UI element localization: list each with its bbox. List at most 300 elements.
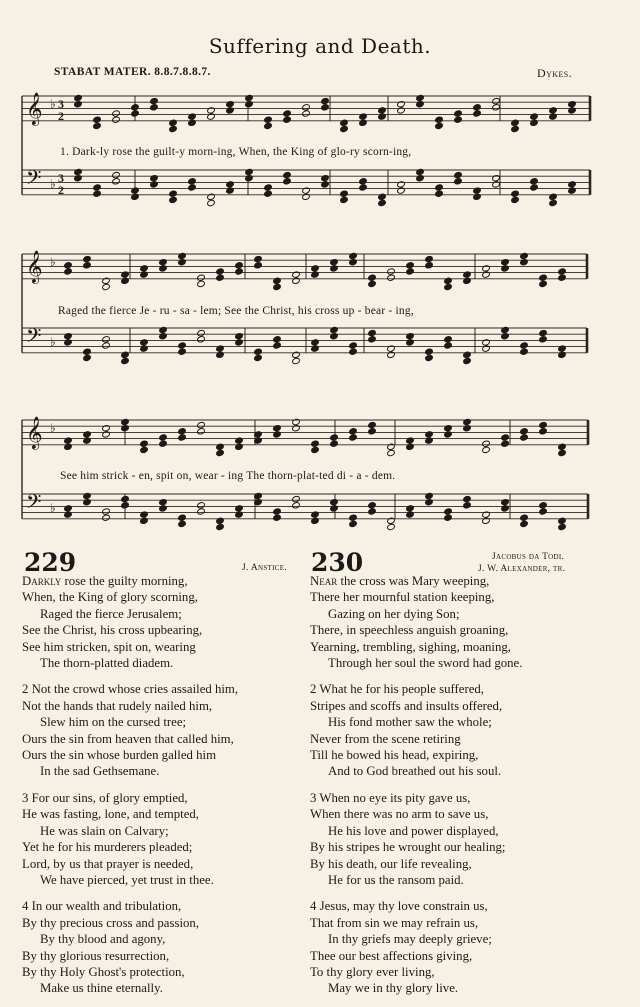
verse-text: By thy glorious resurrection, [22, 948, 170, 963]
note-head [387, 449, 396, 456]
verse-line [310, 898, 595, 914]
note-head [463, 277, 472, 284]
note-head [501, 505, 510, 512]
note-head [378, 107, 387, 114]
note-head [349, 520, 358, 527]
note-head [454, 110, 463, 117]
note-head [330, 440, 339, 447]
note-head [74, 94, 83, 101]
verse-text: And to God breathed out his soul. [328, 764, 502, 779]
note-head [254, 255, 263, 262]
note-head [273, 342, 282, 349]
stanza [310, 573, 595, 671]
note-head [188, 178, 197, 185]
note-head [473, 104, 482, 111]
verse-text: In thy griefs may deeply grieve; [328, 932, 492, 947]
verse-line [22, 898, 307, 914]
verse-text: He for us the ransom paid. [328, 872, 464, 887]
verse-text: Yearning, trembling, sighing, moaning, [310, 639, 511, 654]
verse-line [22, 606, 307, 622]
note-head [406, 511, 415, 518]
verse-text: Not the hands that rudely nailed him, [22, 698, 213, 713]
note-head [463, 271, 472, 278]
verse-text: He was slain on Calvary; [40, 823, 169, 838]
note-head [188, 113, 197, 120]
note-head [558, 268, 567, 275]
stanza [22, 681, 307, 779]
verse-text: He his love and power displayed, [328, 823, 499, 838]
note-head [131, 193, 140, 200]
note-head [83, 499, 92, 506]
verse-line [22, 655, 307, 671]
hymn-229-text [22, 573, 307, 1007]
note-head [330, 333, 339, 340]
verse-line [310, 747, 595, 763]
note-head [273, 431, 282, 438]
verse-line [310, 622, 595, 638]
note-head [245, 94, 254, 101]
note-head [112, 171, 121, 178]
note-head [283, 110, 292, 117]
note-head [131, 187, 140, 194]
note-head [435, 184, 444, 191]
verse-text: By thy Holy Ghost's protection, [22, 964, 185, 979]
note-head [121, 351, 130, 358]
note-head [188, 119, 197, 126]
note-head [425, 354, 434, 361]
verse-line [22, 964, 307, 980]
verse-line [310, 573, 595, 589]
verse-line [310, 856, 595, 872]
verse-text: 4 Jesus, may thy love constrain us, [310, 899, 488, 914]
note-head [558, 523, 567, 530]
verse-text: Raged the fierce Jerusalem; [40, 606, 182, 621]
note-head [245, 168, 254, 175]
treble-clef-icon: 𝄞 [26, 92, 43, 125]
note-head [216, 351, 225, 358]
music-lyric-line-1: 1. Dark-ly rose the guilt-y morn-ing, When, the King of glo-ry scorn-ing, [60, 146, 412, 158]
note-head [226, 181, 235, 188]
note-head [387, 443, 396, 450]
hymn-230-author: Jacobus da Todi. [492, 552, 565, 562]
note-head [444, 431, 453, 438]
note-head [387, 274, 396, 281]
note-head [463, 495, 472, 502]
note-head [511, 119, 520, 126]
note-head [444, 508, 453, 515]
note-head [330, 499, 339, 506]
note-head [292, 271, 301, 278]
note-head [169, 190, 178, 197]
note-head [216, 443, 225, 450]
note-head [397, 181, 406, 188]
note-head [539, 421, 548, 428]
note-head [178, 259, 187, 266]
note-head [159, 333, 168, 340]
note-head [425, 348, 434, 355]
note-head [558, 274, 567, 281]
note-head [83, 262, 92, 269]
verse-text: Lord, by us that prayer is needed, [22, 856, 194, 871]
note-head [368, 428, 377, 435]
note-head [473, 187, 482, 194]
note-head [454, 178, 463, 185]
note-head [359, 178, 368, 185]
flat-icon: ♭ [50, 97, 56, 111]
note-head [340, 125, 349, 132]
note-head [254, 262, 263, 269]
verse-line [22, 639, 307, 655]
note-head [264, 190, 273, 197]
note-head [501, 434, 510, 441]
note-head [216, 274, 225, 281]
note-head [216, 517, 225, 524]
note-head [501, 499, 510, 506]
note-head [150, 175, 159, 182]
note-head [387, 268, 396, 275]
note-head [482, 271, 491, 278]
time-signature-top: 3 [58, 97, 64, 111]
verse-text: By thy precious cross and passion, [22, 915, 200, 930]
stanza [310, 790, 595, 888]
note-head [178, 348, 187, 355]
note-head [368, 421, 377, 428]
note-head [169, 125, 178, 132]
note-head [425, 255, 434, 262]
note-head [397, 187, 406, 194]
time-signature-bottom: 2 [58, 109, 64, 123]
note-head [292, 425, 301, 432]
note-head [83, 348, 92, 355]
note-head [330, 265, 339, 272]
verse-line [22, 681, 307, 697]
note-head [444, 277, 453, 284]
note-head [140, 265, 149, 272]
note-head [520, 514, 529, 521]
note-head [64, 511, 73, 518]
note-head [520, 348, 529, 355]
note-head [64, 437, 73, 444]
note-head [302, 110, 311, 117]
note-head [311, 345, 320, 352]
note-head [188, 184, 197, 191]
note-head [463, 502, 472, 509]
note-head [511, 125, 520, 132]
note-head [378, 199, 387, 206]
note-head [368, 280, 377, 287]
note-head [539, 329, 548, 336]
verse-text: 4 In our wealth and tribulation, [22, 899, 182, 914]
note-head [492, 181, 501, 188]
note-head [368, 336, 377, 343]
stanza [310, 898, 595, 996]
verse-line [310, 872, 595, 888]
note-head [501, 333, 510, 340]
note-head [520, 252, 529, 259]
note-head [207, 107, 216, 114]
verse-line [310, 763, 595, 779]
page-title: Suffering and Death. [208, 34, 432, 58]
verse-line [310, 964, 595, 980]
verse-line [310, 714, 595, 730]
note-head [444, 514, 453, 521]
verse-text: By thy blood and agony, [40, 932, 166, 947]
note-head [349, 342, 358, 349]
note-head [121, 277, 130, 284]
verse-text: He was fasting, lone, and tempted, [22, 807, 199, 822]
verse-text: May we in thy glory live. [328, 981, 459, 996]
verse-text: Ours the sin from heaven that called him, [22, 731, 234, 746]
note-head [359, 119, 368, 126]
note-head [349, 252, 358, 259]
hymn-number-230: 230 [311, 548, 364, 577]
note-head [311, 339, 320, 346]
note-head [197, 502, 206, 509]
verse-line [310, 655, 595, 671]
time-signature-top: 3 [58, 171, 64, 185]
verse-line [22, 763, 307, 779]
note-head [311, 440, 320, 447]
note-head [558, 443, 567, 450]
note-head [463, 357, 472, 364]
note-head [159, 259, 168, 266]
verse-line [22, 839, 307, 855]
note-head [482, 265, 491, 272]
note-head [539, 280, 548, 287]
note-head [349, 428, 358, 435]
note-head [558, 351, 567, 358]
note-head [482, 511, 491, 518]
note-head [387, 523, 396, 530]
note-head [140, 517, 149, 524]
note-head [150, 97, 159, 104]
note-head [159, 440, 168, 447]
note-head [340, 119, 349, 126]
verse-text: Never from the scene retiring [310, 731, 461, 746]
note-head [501, 326, 510, 333]
verse-text: In the sad Gethsemane. [40, 764, 160, 779]
flat-icon: ♭ [50, 335, 56, 349]
note-head [558, 517, 567, 524]
verse-text: By his death, our life revealing, [310, 856, 472, 871]
note-head [216, 268, 225, 275]
verse-text: To thy glory ever living, [310, 964, 435, 979]
verse-text: 2 What he for his people suffered, [310, 682, 485, 697]
note-head [197, 280, 206, 287]
note-head [482, 339, 491, 346]
note-head [406, 268, 415, 275]
note-head [93, 190, 102, 197]
verse-text: Till he bowed his head, expiring, [310, 748, 479, 763]
verse-text: Thee our best affections giving, [310, 948, 473, 963]
verse-line [22, 823, 307, 839]
note-head [273, 425, 282, 432]
verse-line [22, 948, 307, 964]
note-head [102, 425, 111, 432]
note-head [492, 175, 501, 182]
note-head [330, 434, 339, 441]
note-head [112, 116, 121, 123]
note-head [501, 440, 510, 447]
note-head [292, 502, 301, 509]
note-head [302, 193, 311, 200]
note-head [321, 97, 330, 104]
note-head [549, 107, 558, 114]
note-head [520, 434, 529, 441]
note-head [368, 274, 377, 281]
note-head [64, 268, 73, 275]
note-head [321, 181, 330, 188]
hymn-number-229: 229 [24, 548, 77, 577]
note-head [292, 357, 301, 364]
note-head [359, 113, 368, 120]
note-head [292, 351, 301, 358]
note-head [463, 418, 472, 425]
note-head [416, 168, 425, 175]
verse-text: When, the King of glory scorning, [22, 590, 198, 605]
note-head [159, 499, 168, 506]
note-head [511, 190, 520, 197]
note-head [492, 97, 501, 104]
verse-line [22, 790, 307, 806]
note-head [444, 336, 453, 343]
note-head [74, 168, 83, 175]
note-head [311, 265, 320, 272]
note-head [482, 446, 491, 453]
note-head [121, 357, 130, 364]
note-head [140, 345, 149, 352]
note-head [387, 517, 396, 524]
note-head [102, 277, 111, 284]
note-head [121, 271, 130, 278]
note-head [359, 184, 368, 191]
tune-name: STABAT MATER. 8.8.7.8.8.7. [54, 66, 211, 78]
note-head [226, 187, 235, 194]
verse-text: When there was no arm to save us, [310, 807, 489, 822]
note-head [121, 495, 130, 502]
note-head [482, 345, 491, 352]
note-head [539, 274, 548, 281]
verse-line [22, 714, 307, 730]
note-head [406, 505, 415, 512]
note-head [387, 351, 396, 358]
note-head [207, 199, 216, 206]
note-head [121, 425, 130, 432]
note-head [102, 514, 111, 521]
note-head [273, 508, 282, 515]
note-head [159, 505, 168, 512]
note-head [473, 110, 482, 117]
stanza [22, 898, 307, 996]
note-head [197, 421, 206, 428]
verse-text: 3 For our sins, of glory emptied, [22, 790, 188, 805]
note-head [235, 268, 244, 275]
note-head [549, 199, 558, 206]
bass-clef-icon: 𝄢 [26, 324, 42, 352]
note-head [235, 339, 244, 346]
treble-clef-icon: 𝄞 [26, 250, 43, 283]
verse-text: the cross was Mary weeping, [337, 574, 490, 588]
note-head [330, 259, 339, 266]
hymn-230-text [310, 573, 595, 1007]
verse-text: Gazing on her dying Son; [328, 606, 460, 621]
time-signature-bottom: 2 [58, 183, 64, 197]
note-head [482, 440, 491, 447]
note-head [378, 113, 387, 120]
note-head [140, 339, 149, 346]
note-head [197, 329, 206, 336]
note-head [264, 122, 273, 129]
note-head [64, 339, 73, 346]
note-head [140, 511, 149, 518]
verse-text: Slew him on the cursed tree; [40, 715, 187, 730]
note-head [292, 277, 301, 284]
note-head [102, 283, 111, 290]
note-head [273, 336, 282, 343]
note-head [520, 342, 529, 349]
note-head [463, 425, 472, 432]
verse-line [310, 790, 595, 806]
note-head [349, 348, 358, 355]
note-head [340, 196, 349, 203]
note-head [197, 274, 206, 281]
note-head [558, 449, 567, 456]
note-head [435, 122, 444, 129]
music-lyric-line-2: Raged the fierce Je - ru - sa - lem; See the Christ, his cross up - bear - ing, [58, 305, 414, 317]
note-head [501, 265, 510, 272]
verse-line [22, 698, 307, 714]
verse-text: rose the guilty morning, [61, 574, 188, 588]
note-head [435, 116, 444, 123]
note-head [235, 437, 244, 444]
note-head [254, 492, 263, 499]
note-head [473, 193, 482, 200]
note-head [549, 113, 558, 120]
note-head [74, 101, 83, 108]
verse-text: 2 Not the crowd whose cries assailed him, [22, 682, 239, 697]
note-head [207, 113, 216, 120]
note-head [83, 255, 92, 262]
verse-line [310, 915, 595, 931]
note-head [425, 262, 434, 269]
note-head [397, 101, 406, 108]
note-head [64, 443, 73, 450]
note-head [235, 262, 244, 269]
hymn-230-translator: J. W. Alexander, tr. [478, 564, 566, 574]
note-head [178, 520, 187, 527]
note-head [169, 119, 178, 126]
verse-line [22, 573, 307, 589]
note-head [216, 523, 225, 530]
note-head [273, 283, 282, 290]
note-head [530, 113, 539, 120]
note-head [416, 94, 425, 101]
note-head [349, 434, 358, 441]
verse-line [310, 823, 595, 839]
note-head [102, 431, 111, 438]
verse-text: Through her soul the sword had gone. [328, 656, 523, 671]
note-head [349, 259, 358, 266]
note-head [207, 193, 216, 200]
verse-first-word: Darkly [22, 574, 62, 588]
note-head [330, 505, 339, 512]
verse-text: By his stripes he wrought our healing; [310, 840, 506, 855]
note-head [283, 116, 292, 123]
note-head [568, 181, 577, 188]
note-head [454, 116, 463, 123]
note-head [159, 326, 168, 333]
note-head [406, 339, 415, 346]
